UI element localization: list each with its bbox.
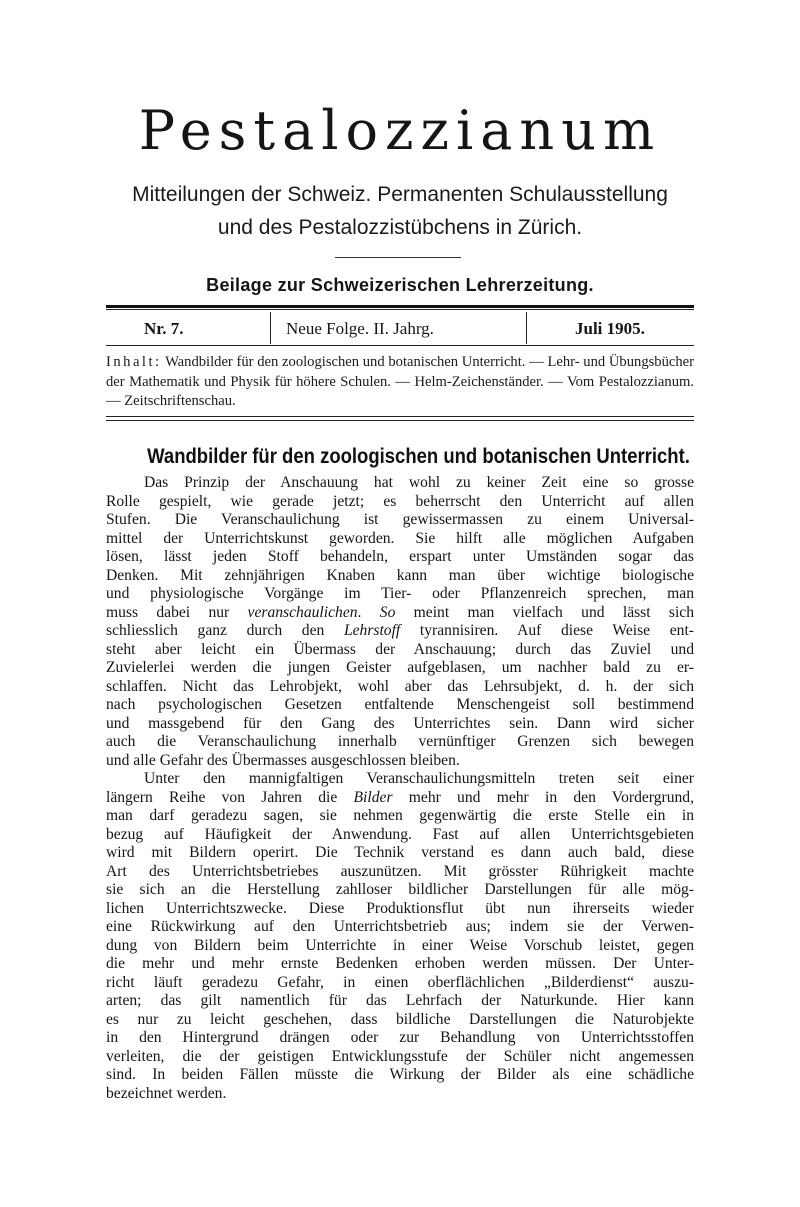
masthead-title: Pestalozzianum bbox=[138, 99, 662, 162]
body-line: arten; das gilt namentlich für das Lehrfach der Naturkunde. Hier kann bbox=[106, 992, 694, 1009]
body-fragment: mehr und mehr in den Vordergrund, bbox=[392, 788, 695, 806]
contents-bottom-rule bbox=[106, 416, 694, 417]
issue-separator-right bbox=[526, 312, 527, 344]
body-emphasis: Bilder bbox=[353, 788, 393, 806]
body-line bbox=[106, 622, 694, 641]
top-thick-rule bbox=[106, 305, 694, 308]
body-fragment: längern Reihe von Jahren die bbox=[106, 788, 354, 806]
body-fragment: . bbox=[357, 603, 380, 621]
contents-label: Inhalt: bbox=[106, 354, 162, 370]
body-line: schlaffen. Nicht das Lehrobjekt, wohl aber das Lehrsubjekt, d. h. der sich bbox=[106, 677, 694, 695]
body-line bbox=[106, 604, 694, 623]
issue-bottom-rule bbox=[106, 345, 694, 346]
body-line: richt läuft geradezu Gefahr, in einen oberflächlichen „Bilderdienst“ auszu- bbox=[106, 973, 694, 991]
body-fragment: schliesslich ganz durch den bbox=[106, 622, 344, 639]
body-fragment: muss dabei nur bbox=[106, 603, 248, 621]
body-line: lösen, lässt jeden Stoff behandeln, erspart unter Umständen sogar das bbox=[106, 548, 694, 565]
body-line: man darf geradezu sagen, sie nehmen gegenwärtig die erste Stelle ein in bbox=[106, 807, 694, 824]
table-of-contents bbox=[106, 353, 694, 412]
body-line: steht aber leicht ein Übermass der Anschauung; durch das Zuviel und bbox=[106, 640, 694, 658]
body-line: Rolle gespielt, wie gerade jetzt; es beherrscht den Unterricht auf allen bbox=[106, 492, 694, 510]
body-emphasis: Lehrstoff bbox=[343, 622, 401, 639]
body-line: bezug auf Häufigkeit der Anwendung. Fast auf allen Unterrichtsgebieten bbox=[106, 825, 694, 843]
body-line: Unter den mannigfaltigen Veranschaulichungsmitteln treten seit einer bbox=[144, 770, 694, 787]
body-line: lichen Unterrichtszwecke. Diese Produktionsflut übt nun ihrerseits wieder bbox=[106, 899, 694, 917]
body-line: Zuvielerlei werden die jungen Geister aufgeblasen, um nachher bald zu er- bbox=[106, 659, 694, 676]
body-line: Art des Unterrichtsbetriebes auszunützen. Mit grösster Rührigkeit machte bbox=[106, 862, 694, 880]
body-fragment: tyrannisiren. Auf diese Weise ent- bbox=[400, 622, 694, 639]
body-line: es nur zu leicht geschehen, dass bildliche Darstellungen die Naturobjekte bbox=[106, 1010, 694, 1028]
body-line: wird mit Bildern operirt. Die Technik verstand es dann auch bald, diese bbox=[106, 844, 694, 861]
body-line: sind. In beiden Fällen müsste die Wirkung der Bilder als eine schädliche bbox=[106, 1066, 694, 1083]
body-emphasis: So bbox=[379, 603, 396, 621]
body-line: und massgebend für den Gang des Unterrichtes sein. Dann wird sicher bbox=[106, 714, 694, 732]
body-emphasis: veranschaulichen bbox=[247, 603, 358, 621]
body-line: nach psychologischen Gesetzen entfaltende Menschengeist soll bestimmend bbox=[106, 696, 694, 713]
masthead-subtitle-line1: Mitteilungen der Schweiz. Permanenten Schulausstellung bbox=[132, 183, 668, 206]
body-line: dung von Bildern beim Unterrichte in einer Weise Vorschub leistet, gegen bbox=[106, 936, 694, 954]
issue-separator-left bbox=[270, 312, 271, 344]
body-line: bezeichnet werden. bbox=[106, 1084, 227, 1102]
body-line: sie sich an die Herstellung zahlloser bildlicher Darstellungen für alle mög- bbox=[106, 881, 694, 898]
body-line: in den Hintergrund drängen oder zur Behandlung von Unterrichtsstoffen bbox=[106, 1029, 694, 1046]
supplement-line: Beilage zur Schweizerischen Lehrerzeitung. bbox=[206, 275, 594, 295]
body-line: Stufen. Die Veranschaulichung ist gewissermassen zu einem Universal- bbox=[106, 511, 694, 528]
body-line: mittel der Unterrichtskunst geworden. Sie hilft alle möglichen Aufgaben bbox=[106, 529, 694, 547]
issue-number: Nr. 7. bbox=[144, 319, 184, 338]
issue-date: Juli 1905. bbox=[575, 319, 645, 338]
body-line: Das Prinzip der Anschauung hat wohl zu keiner Zeit eine so grosse bbox=[144, 474, 694, 491]
body-line: eine Rückwirkung auf den Unterrichtsbetrieb aus; indem sie der Verwen- bbox=[106, 918, 694, 935]
top-thin-rule bbox=[106, 309, 694, 310]
body-line: Denken. Mit zehnjährigen Knaben kann man über wichtige biologische bbox=[106, 566, 694, 584]
article-title: Wandbilder für den zoologischen und botanischen Unterricht. bbox=[147, 444, 690, 468]
issue-series: Neue Folge. II. Jahrg. bbox=[286, 319, 434, 338]
body-line bbox=[106, 789, 694, 808]
body-line: verleiten, die der geistigen Entwicklungsstufe der Schüler nicht angemessen bbox=[106, 1047, 694, 1065]
body-line: auch die Veranschaulichung innerhalb vernünftiger Grenzen sich bewegen bbox=[106, 733, 694, 750]
body-line: die mehr und mehr ernste Bedenken erhoben werden müssen. Der Unter- bbox=[106, 955, 694, 972]
contents-text: Wandbilder für den zoologischen und botanischen Unterricht. — Lehr- und Übungsbücher der Mathematik und Physik für höhere Schulen. — Helm-Zeichenständer. — Vom Pestalozzianum. — Zeitschriftenschau. bbox=[106, 354, 695, 409]
body-line: und physiologische Vorgänge im Tier- oder Pflanzenreich sprechen, man bbox=[106, 585, 694, 602]
body-fragment: meint man vielfach und lässt sich bbox=[395, 603, 695, 621]
short-divider bbox=[335, 257, 461, 258]
article-body bbox=[106, 474, 694, 1103]
body-line: und alle Gefahr des Übermasses ausgeschlossen bleiben. bbox=[106, 751, 460, 769]
masthead-subtitle-line2: und des Pestalozzistübchens in Zürich. bbox=[217, 216, 583, 239]
contents-bottom-rule-2 bbox=[106, 420, 694, 421]
